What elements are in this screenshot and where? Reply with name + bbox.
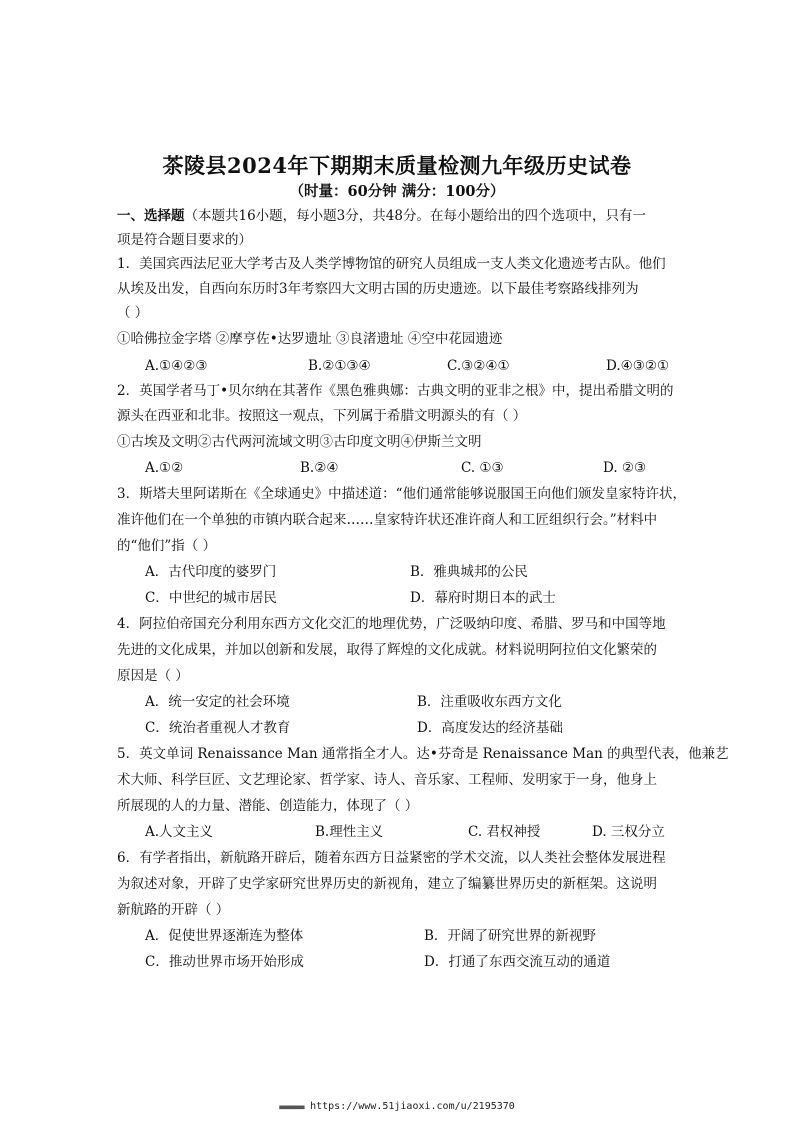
footer-prefix: ■■■■■■■■ [279,1104,305,1111]
question-4-stem-line-3: 原因是（ ） [117,668,189,684]
question-4-option-d[interactable]: D．高度发达的经济基础 [417,720,563,736]
question-2-stem-line-1: 2．英国学者马丁•贝尔纳在其著作《黑色雅典娜：古典文明的亚非之根》中，提出希腊文明的 [117,383,674,399]
question-5-stem-line-2: 术大师、科学巨匠、文艺理论家、哲学家、诗人、音乐家、工程师、发明家于一身，他身上 [117,772,657,788]
question-4-stem-line-1: 4．阿拉伯帝国充分利用东西方文化交汇的地理优势，广泛吸纳印度、希腊、罗马和中国等地 [117,616,666,632]
question-2-items: ①古埃及文明②古代两河流域文明③古印度文明④伊斯兰文明 [117,434,482,450]
section-intro: （本题共16小题，每小题3分，共48分。在每小题给出的四个选项中，只有一 [184,208,646,224]
question-5-option-d[interactable]: D. 三权分立 [592,824,665,840]
question-4-stem-line-2: 先进的文化成果，并加以创新和发展，取得了辉煌的文化成就。材料说明阿拉伯文化繁荣的 [117,642,657,658]
exam-title: 茶陵县2024年下期期末质量检测九年级历史试卷 [162,153,632,178]
question-5-stem-line-3: 所展现的人的力量、潜能、创造能力，体现了（ ） [117,798,419,814]
question-2-option-d[interactable]: D. ②③ [603,460,647,476]
question-4-option-c[interactable]: C．统治者重视人才教育 [145,720,291,736]
question-1-option-a[interactable]: A.①④②③ [145,358,208,374]
question-1-option-c[interactable]: C.③②④① [447,358,510,374]
question-4-option-b[interactable]: B．注重吸收东西方文化 [417,694,562,710]
question-2-option-a[interactable]: A.①② [145,460,184,476]
section-heading [117,206,646,226]
question-5-stem-line-1: 5．英文单词 Renaissance Man 通常指全才人。达•芬奇是 Renaissance Man 的典型代表，他兼艺 [117,746,729,762]
question-1-stem-line-2: 从埃及出发，自西向东历时3年考察四大文明古国的历史遗迹。以下最佳考察路线排列为 [117,281,639,297]
footer-url[interactable]: https://www.51jiaoxi.com/u/2195370 [310,1101,515,1112]
question-6-option-d[interactable]: D．打通了东西交流互动的通道 [424,954,611,970]
question-5-option-b[interactable]: B.理性主义 [315,824,384,840]
question-1-option-d[interactable]: D.④③②① [606,358,670,374]
question-6-option-b[interactable]: B．开阔了研究世界的新视野 [424,928,596,944]
question-1-stem-line-3: （ ） [117,305,149,321]
question-1-option-b[interactable]: B.②①③④ [308,358,371,374]
question-1-items: ①哈佛拉金字塔 ②摩亨佐•达罗遗址 ③良渚遗址 ④空中花园遗迹 [117,331,503,347]
question-4-option-a[interactable]: A．统一安定的社会环境 [145,694,290,710]
question-1-stem-line-1: 1．美国宾西法尼亚大学考古及人类学博物馆的研究人员组成一支人类文化遗迹考古队。他们 [117,256,666,272]
question-2-option-c[interactable]: C. ①③ [461,460,504,476]
page-footer [0,1101,794,1112]
question-6-option-a[interactable]: A．促使世界逐渐连为整体 [145,928,304,944]
question-3-option-c[interactable]: C．中世纪的城市居民 [145,590,277,606]
exam-subtitle: （时量：60分钟 满分：100分） [289,183,505,200]
question-6-stem-line-1: 6．有学者指出，新航路开辟后，随着东西方日益紧密的学术交流，以人类社会整体发展进程 [117,850,666,866]
question-6-stem-line-3: 新航路的开辟（ ） [117,902,230,918]
question-3-stem-line-3: 的“他们”指（ ） [117,538,217,554]
question-3-option-d[interactable]: D．幕府时期日本的武士 [410,590,556,606]
section-title: 一、选择题 [117,208,185,224]
question-3-option-a[interactable]: A．古代印度的婆罗门 [145,564,277,580]
question-6-option-c[interactable]: C．推动世界市场开始形成 [145,954,304,970]
question-2-stem-line-2: 源头在西亚和北非。按照这一观点，下列属于希腊文明源头的有（ ） [117,408,527,424]
question-6-stem-line-2: 为叙述对象，开辟了史学家研究世界历史的新视角，建立了编纂世界历史的新框架。这说明 [117,876,657,892]
section-intro-line-2: 项是符合题目要求的） [117,232,252,248]
question-3-stem-line-1: 3．斯塔夫里阿诺斯在《全球通史》中描述道：“他们通常能够说服国王向他们颁发皇家特许状， [117,486,686,502]
question-3-option-b[interactable]: B．雅典城邦的公民 [410,564,528,580]
question-2-option-b[interactable]: B.②④ [300,460,339,476]
question-5-option-a[interactable]: A.人文主义 [145,824,214,840]
question-3-stem-line-2: 准许他们在一个单独的市镇内联合起来……皇家特许状还准许商人和工匠组织行会。”材料中 [117,512,658,528]
question-5-option-c[interactable]: C. 君权神授 [468,824,541,840]
